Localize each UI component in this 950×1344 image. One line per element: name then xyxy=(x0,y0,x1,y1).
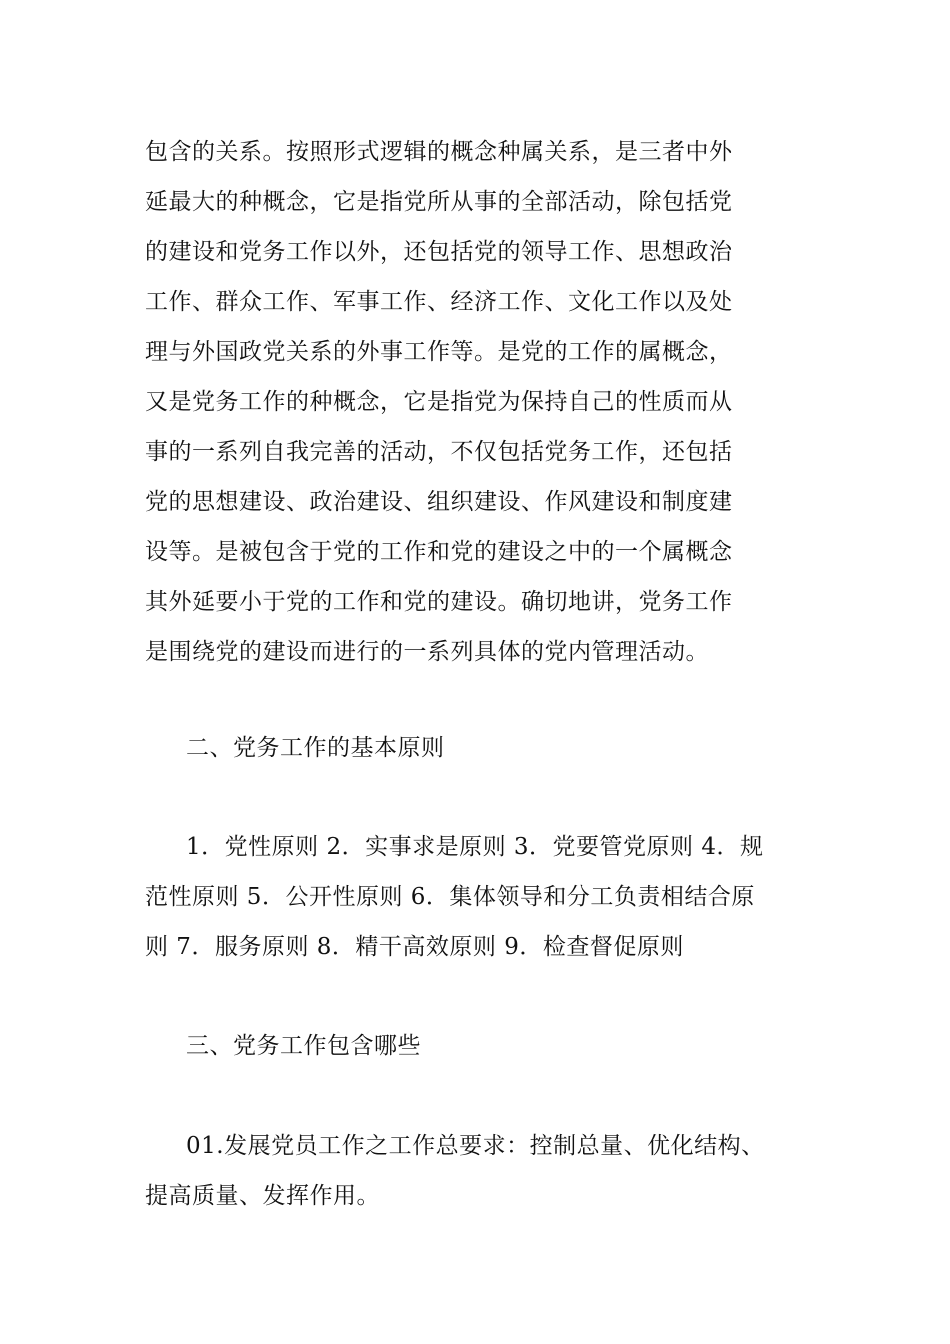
paragraph-line: 理与外国政党关系的外事工作等。是党的工作的属概念， xyxy=(145,339,733,365)
paragraph-line: 是围绕党的建设而进行的一系列具体的党内管理活动。 xyxy=(145,639,709,665)
paragraph-line: 又是党务工作的种概念，它是指党为保持自己的性质而从 xyxy=(145,389,733,415)
item-01-line: 提高质量、发挥作用。 xyxy=(145,1183,380,1209)
paragraph-line: 党的思想建设、政治建设、组织建设、作风建设和制度建 xyxy=(145,489,733,515)
paragraph-line: 的建设和党务工作以外，还包括党的领导工作、思想政治 xyxy=(145,239,733,265)
section-heading-3: 三、党务工作包含哪些 xyxy=(186,1033,421,1059)
item-01-line: 01.发展党员工作之工作总要求：控制总量、优化结构、 xyxy=(186,1133,765,1159)
paragraph-line: 其外延要小于党的工作和党的建设。确切地讲，党务工作 xyxy=(145,589,733,615)
paragraph-line: 延最大的种概念，它是指党所从事的全部活动，除包括党 xyxy=(145,189,733,215)
paragraph-line: 设等。是被包含于党的工作和党的建设之中的一个属概念 xyxy=(145,539,733,565)
principles-line: 范性原则 5．公开性原则 6．集体领导和分工负责相结合原 xyxy=(145,884,755,910)
principles-line: 1．党性原则 2．实事求是原则 3．党要管党原则 4．规 xyxy=(186,834,764,860)
paragraph-line: 包含的关系。按照形式逻辑的概念种属关系，是三者中外 xyxy=(145,139,733,165)
principles-line: 则 7．服务原则 8．精干高效原则 9．检查督促原则 xyxy=(145,934,684,960)
paragraph-line: 工作、群众工作、军事工作、经济工作、文化工作以及处 xyxy=(145,289,733,315)
section-heading-2: 二、党务工作的基本原则 xyxy=(186,735,445,761)
paragraph-line: 事的一系列自我完善的活动，不仅包括党务工作，还包括 xyxy=(145,439,733,465)
